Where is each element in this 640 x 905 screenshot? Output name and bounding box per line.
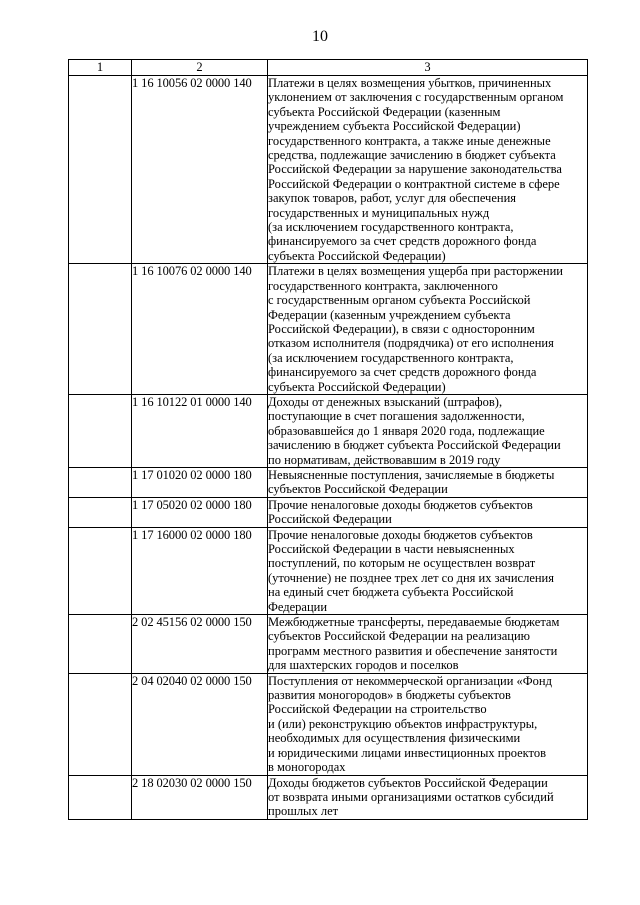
description-line: и юридическими лицами инвестиционных проектов xyxy=(268,745,547,760)
description-line: поступающие в счет погашения задолженности, xyxy=(268,409,525,424)
revenue-description-cell xyxy=(268,615,588,674)
table-row xyxy=(69,615,588,674)
description-line: Платежи в целях возмещения убытков, причиненных xyxy=(268,76,552,90)
row-number-cell xyxy=(69,497,132,527)
row-number-cell xyxy=(69,527,132,614)
row-number-cell xyxy=(69,775,132,819)
revenue-description-cell xyxy=(268,467,588,497)
description-line: поступлений, по которым не осуществлен возврат xyxy=(268,556,536,571)
description-line: Межбюджетные трансферты, передаваемые бюджетам xyxy=(268,615,560,630)
description-line: Невыясненные поступления, зачисляемые в бюджеты xyxy=(268,467,555,482)
row-number-cell xyxy=(69,615,132,674)
revenue-code-cell: 1 16 10056 02 0000 140 xyxy=(132,76,268,264)
row-number-cell xyxy=(69,467,132,497)
description-line: финансируемого за счет средств дорожного фонда xyxy=(268,365,537,380)
revenue-description-cell xyxy=(268,673,588,775)
description-line: учреждением субъекта Российской Федерации) xyxy=(268,119,521,134)
table-header-row xyxy=(69,60,588,76)
description-line: в моногородах xyxy=(268,760,346,775)
revenue-code-cell: 1 17 01020 02 0000 180 xyxy=(132,467,268,497)
row-number-cell xyxy=(69,264,132,395)
description-line: Российской Федерации за нарушение законодательства xyxy=(268,162,562,177)
description-line: Российской Федерации xyxy=(268,512,392,527)
header-col-1: 1 xyxy=(69,60,132,76)
description-line: средства, подлежащие зачислению в бюджет субъекта xyxy=(268,148,556,163)
revenue-description-cell xyxy=(268,527,588,614)
description-line: отказом исполнителя (подрядчика) от его исполнения xyxy=(268,336,554,351)
description-line: субъекта Российской Федерации) xyxy=(268,379,446,394)
revenue-code-cell: 2 02 45156 02 0000 150 xyxy=(132,615,268,674)
description-line: от возврата иными организациями остатков субсидий xyxy=(268,789,554,804)
table-row xyxy=(69,264,588,395)
description-line: Прочие неналоговые доходы бюджетов субъектов xyxy=(268,527,533,542)
revenue-code-cell: 1 16 10076 02 0000 140 xyxy=(132,264,268,395)
row-number-cell xyxy=(69,76,132,264)
table-row xyxy=(69,497,588,527)
revenue-code-cell: 1 17 16000 02 0000 180 xyxy=(132,527,268,614)
header-col-2: 2 xyxy=(132,60,268,76)
revenue-codes-table xyxy=(68,59,588,820)
revenue-description-cell xyxy=(268,775,588,819)
description-line: субъекта Российской Федерации (казенным xyxy=(268,104,501,119)
header-col-3: 3 xyxy=(268,60,588,76)
description-line: Прочие неналоговые доходы бюджетов субъектов xyxy=(268,497,533,512)
description-line: Доходы бюджетов субъектов Российской Федерации xyxy=(268,775,548,790)
row-number-cell xyxy=(69,394,132,467)
revenue-description-cell xyxy=(268,264,588,395)
row-number-cell xyxy=(69,673,132,775)
description-line: по нормативам, действовавшим в 2019 году xyxy=(268,452,501,467)
description-line: Федерации (казенным учреждением субъекта xyxy=(268,307,511,322)
description-line: субъекта Российской Федерации) xyxy=(268,248,446,263)
description-line: Поступления от некоммерческой организации «Фонд xyxy=(268,673,552,688)
description-line: уклонением от заключения с государственным органом xyxy=(268,90,564,105)
description-line: субъектов Российской Федерации xyxy=(268,482,448,497)
description-line: программ местного развития и обеспечение занятости xyxy=(268,643,558,658)
description-line: прошлых лет xyxy=(268,804,339,819)
description-line: для шахтерских городов и поселков xyxy=(268,658,459,673)
description-line: Федерации xyxy=(268,599,328,614)
revenue-code-cell: 2 04 02040 02 0000 150 xyxy=(132,673,268,775)
description-line: (уточнение) не позднее трех лет со дня их зачисления xyxy=(268,570,554,585)
description-line: государственных и муниципальных нужд xyxy=(268,205,490,220)
description-line: Платежи в целях возмещения ущерба при расторжении xyxy=(268,264,563,279)
description-line: государственного контракта, а также иные денежные xyxy=(268,133,551,148)
description-line: закупок товаров, работ, услуг для обеспечения xyxy=(268,191,517,206)
table-row xyxy=(69,467,588,497)
description-line: Российской Федерации), в связи с односторонним xyxy=(268,321,535,336)
table-body xyxy=(69,76,588,820)
description-line: государственного контракта, заключенного xyxy=(268,278,498,293)
description-line: (за исключением государственного контракта, xyxy=(268,350,514,365)
description-line: субъектов Российской Федерации на реализацию xyxy=(268,629,530,644)
revenue-code-cell: 1 17 05020 02 0000 180 xyxy=(132,497,268,527)
table-row xyxy=(69,76,588,264)
description-line: необходимых для осуществления физическими xyxy=(268,731,521,746)
table-row xyxy=(69,673,588,775)
description-line: с государственным органом субъекта Российской xyxy=(268,293,531,308)
description-line: и (или) реконструкцию объектов инфраструктуры, xyxy=(268,716,538,731)
revenue-description-cell xyxy=(268,394,588,467)
description-line: Российской Федерации о контрактной системе в сфере xyxy=(268,176,560,191)
revenue-code-cell: 2 18 02030 02 0000 150 xyxy=(132,775,268,819)
description-line: Российской Федерации на строительство xyxy=(268,702,487,717)
revenue-code-cell: 1 16 10122 01 0000 140 xyxy=(132,394,268,467)
revenue-description-cell xyxy=(268,497,588,527)
description-line: Российской Федерации в части невыясненных xyxy=(268,542,515,556)
revenue-description-cell xyxy=(268,76,588,264)
table-row xyxy=(69,394,588,467)
description-line: образовавшейся до 1 января 2020 года, подлежащие xyxy=(268,423,545,438)
description-line: зачислению в бюджет субъекта Российской Федерации xyxy=(268,438,561,453)
description-line: развития моногородов» в бюджеты субъектов xyxy=(268,688,511,703)
table-row xyxy=(69,775,588,819)
description-line: финансируемого за счет средств дорожного фонда xyxy=(268,234,537,249)
page-number: 10 xyxy=(312,28,328,45)
table-row xyxy=(69,527,588,614)
description-line: Доходы от денежных взысканий (штрафов), xyxy=(268,394,503,409)
description-line: на единый счет бюджета субъекта Российской xyxy=(268,585,514,600)
description-line: (за исключением государственного контракта, xyxy=(268,220,514,235)
